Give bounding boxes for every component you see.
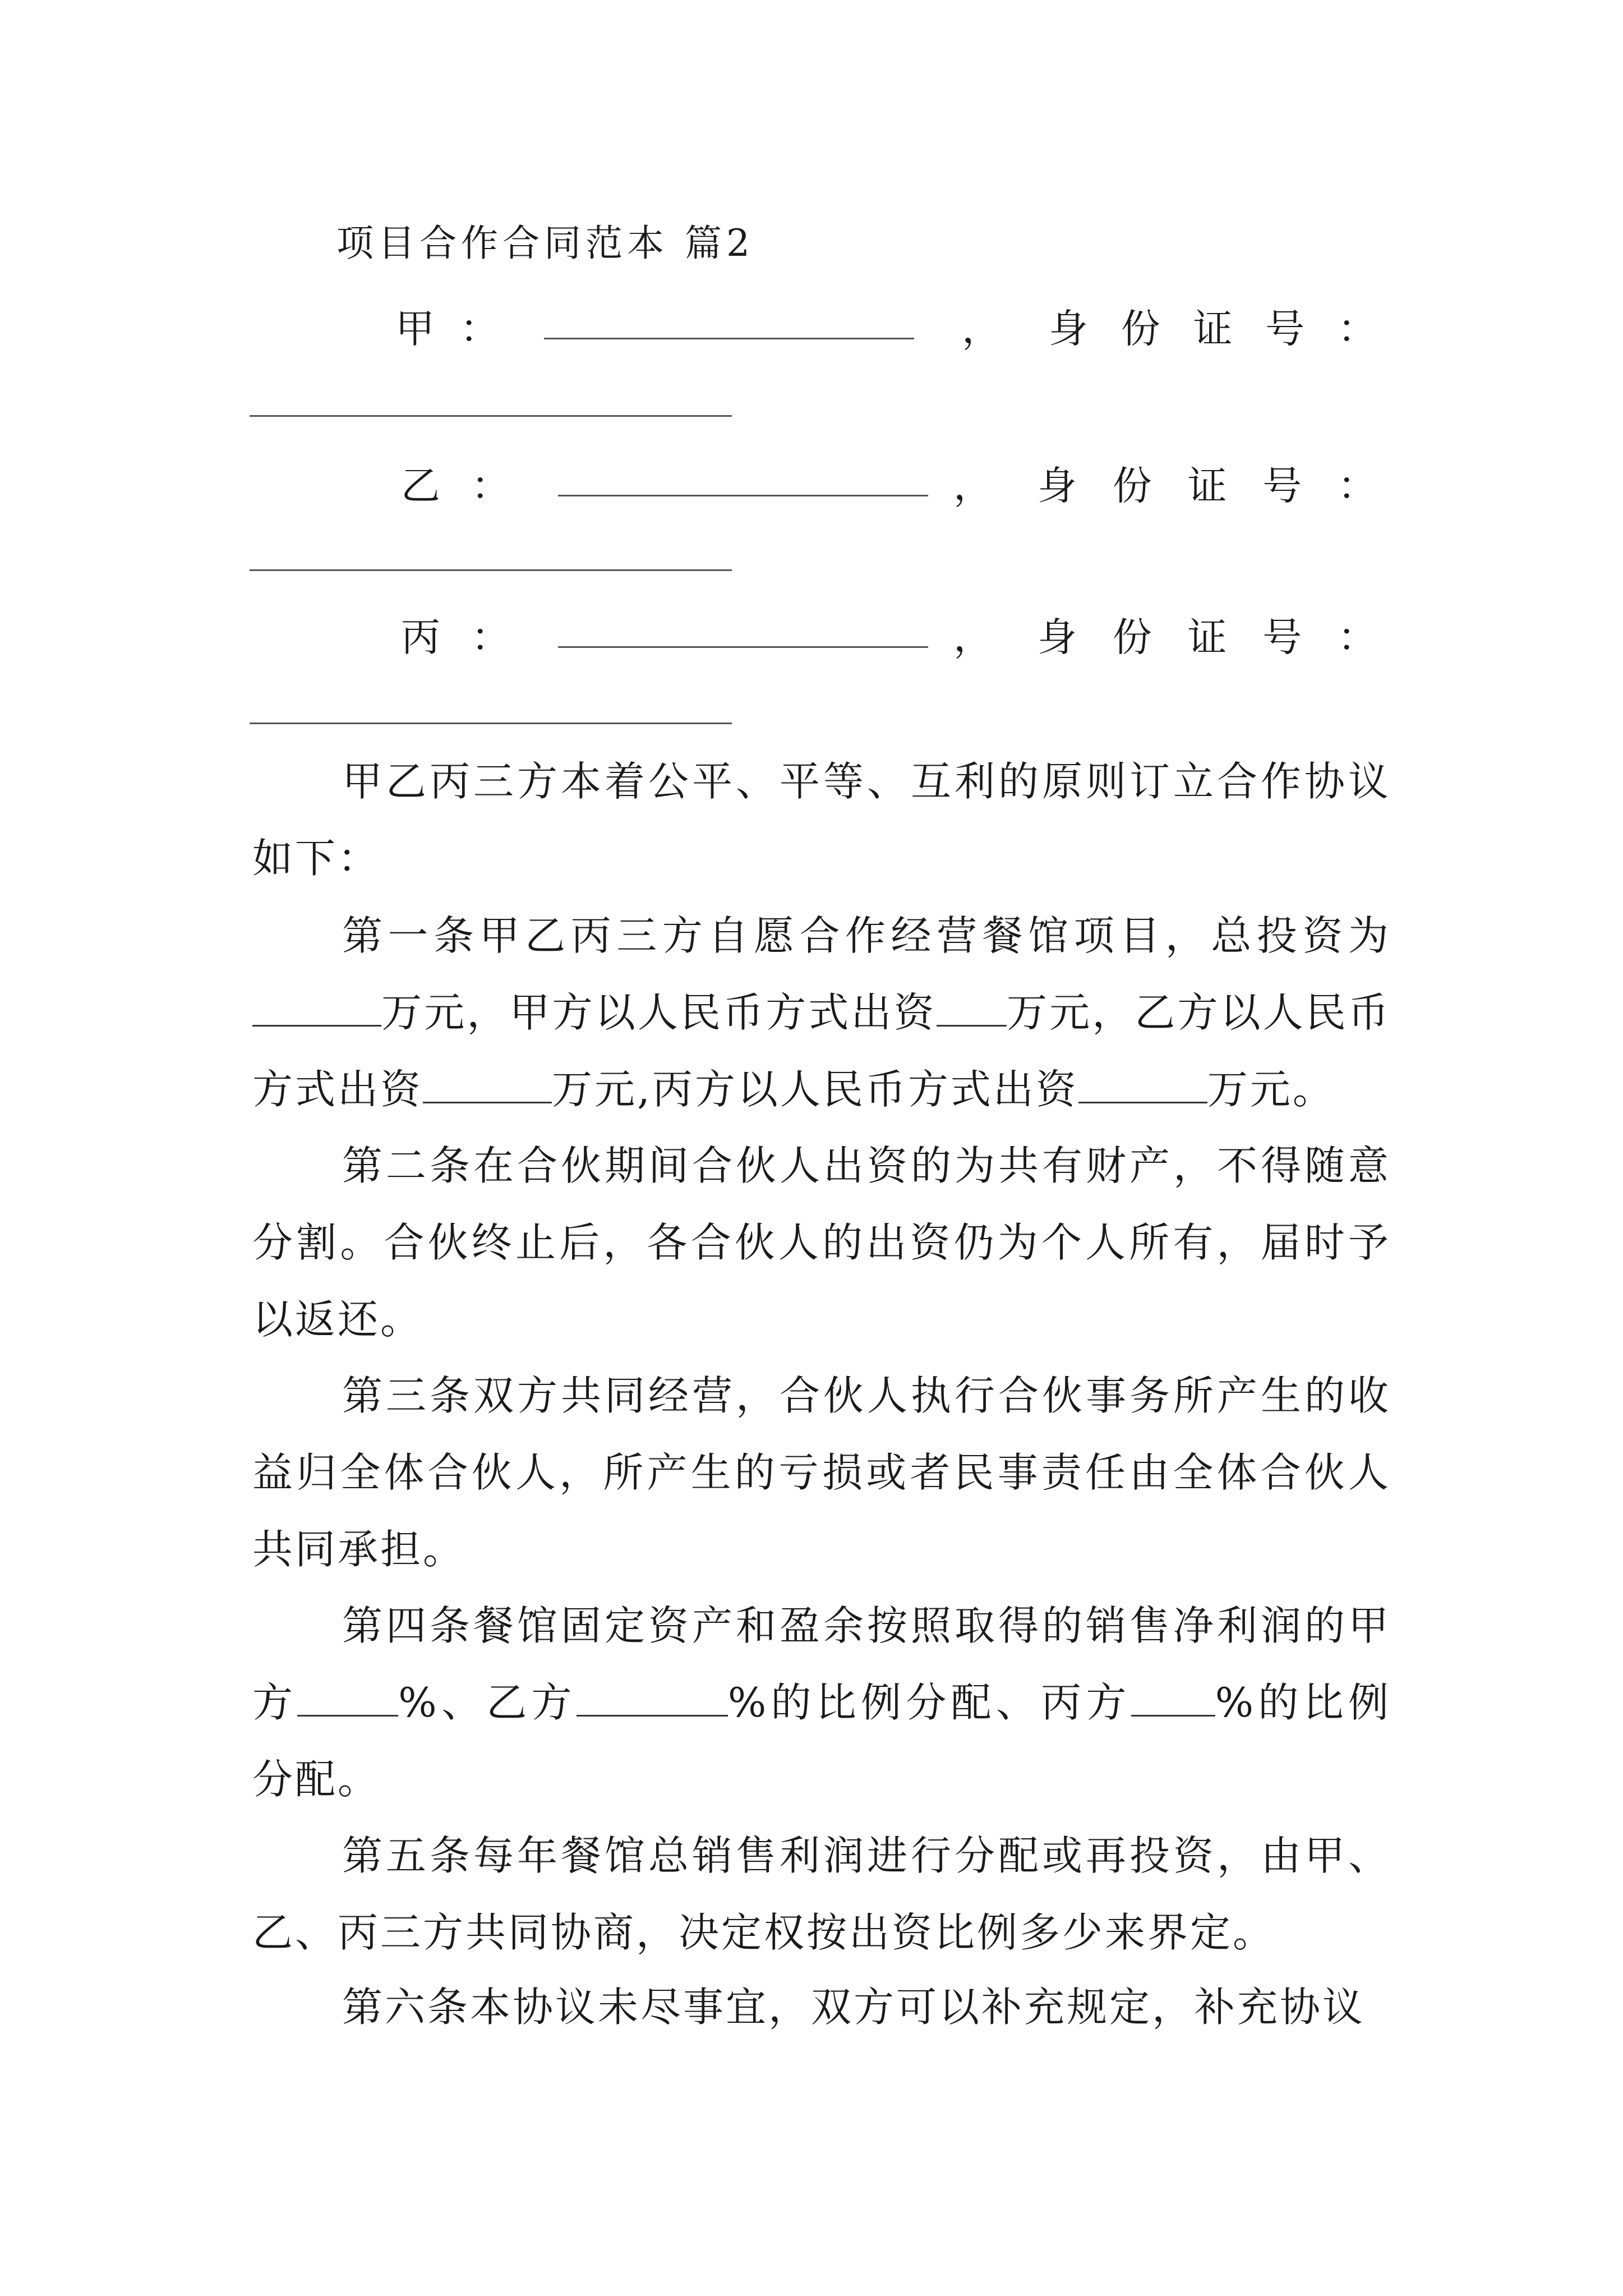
amount-blank <box>1078 1068 1207 1103</box>
article-5: 第五条每年餐馆总销售利润进行分配或再投资，由甲、乙、丙三方共同协商，决定权按出资比例多少来界定。 <box>252 1832 1391 1956</box>
name-blank <box>558 495 928 496</box>
name-blank <box>544 338 914 339</box>
document-title: 项目合作合同范本 篇2 <box>336 222 754 265</box>
article-4: 第四条餐馆固定资产和盈余按照取得的销售净利润的甲方 %、乙方 %的比例分配、丙方 %的比例分配。 <box>252 1602 1391 1803</box>
party-comma: ， <box>953 614 993 660</box>
percent-blank <box>577 1681 728 1717</box>
article-2: 第二条在合伙期间合伙人出资的为共有财产，不得随意分割。合伙终止后，各合伙人的出资仍为个人所有，届时予以返还。 <box>252 1142 1391 1343</box>
article-3: 第三条双方共同经营，合伙人执行合伙事务所产生的收益归全体合伙人，所产生的亏损或者民事责任由全体合伙人共同承担。 <box>252 1372 1391 1573</box>
party-comma: ， <box>962 306 1001 352</box>
party-line-jia <box>252 286 1380 352</box>
party-colon: ： <box>471 614 510 660</box>
party-line-yi <box>252 443 1380 509</box>
amount-blank <box>937 991 1007 1027</box>
party-colon: ： <box>471 463 510 509</box>
party-comma: ， <box>953 463 993 509</box>
id-number-label: 身 份 证 号 ： <box>1038 614 1377 660</box>
article-6: 第六条本协议未尽事宜，双方可以补充规定，补充协议 <box>342 1984 1366 2031</box>
intro-paragraph: 甲乙丙三方本着公平、平等、互利的原则订立合作协议如下： <box>252 758 1391 882</box>
percent-blank <box>1131 1681 1215 1717</box>
party-line-bing <box>252 595 1380 660</box>
party-label: 甲 <box>395 306 435 352</box>
id-number-label: 身 份 证 号 ： <box>1049 306 1377 352</box>
percent-blank <box>297 1681 398 1717</box>
id-blank <box>250 569 732 571</box>
amount-blank <box>423 1068 552 1103</box>
id-number-label: 身 份 证 号 ： <box>1038 463 1377 509</box>
id-blank <box>250 415 732 417</box>
party-colon: ： <box>460 306 499 352</box>
name-blank <box>558 646 928 648</box>
amount-blank <box>252 991 381 1027</box>
party-label: 丙 <box>401 614 440 660</box>
party-label: 乙 <box>401 463 440 509</box>
id-blank <box>250 723 732 724</box>
article-1: 第一条甲乙丙三方自愿合作经营餐馆项目，总投资为万元，甲方以人民币方式出资 万元，乙方以人民币方式出资 万元,丙方以人民币方式出资 万元。 <box>252 912 1391 1113</box>
